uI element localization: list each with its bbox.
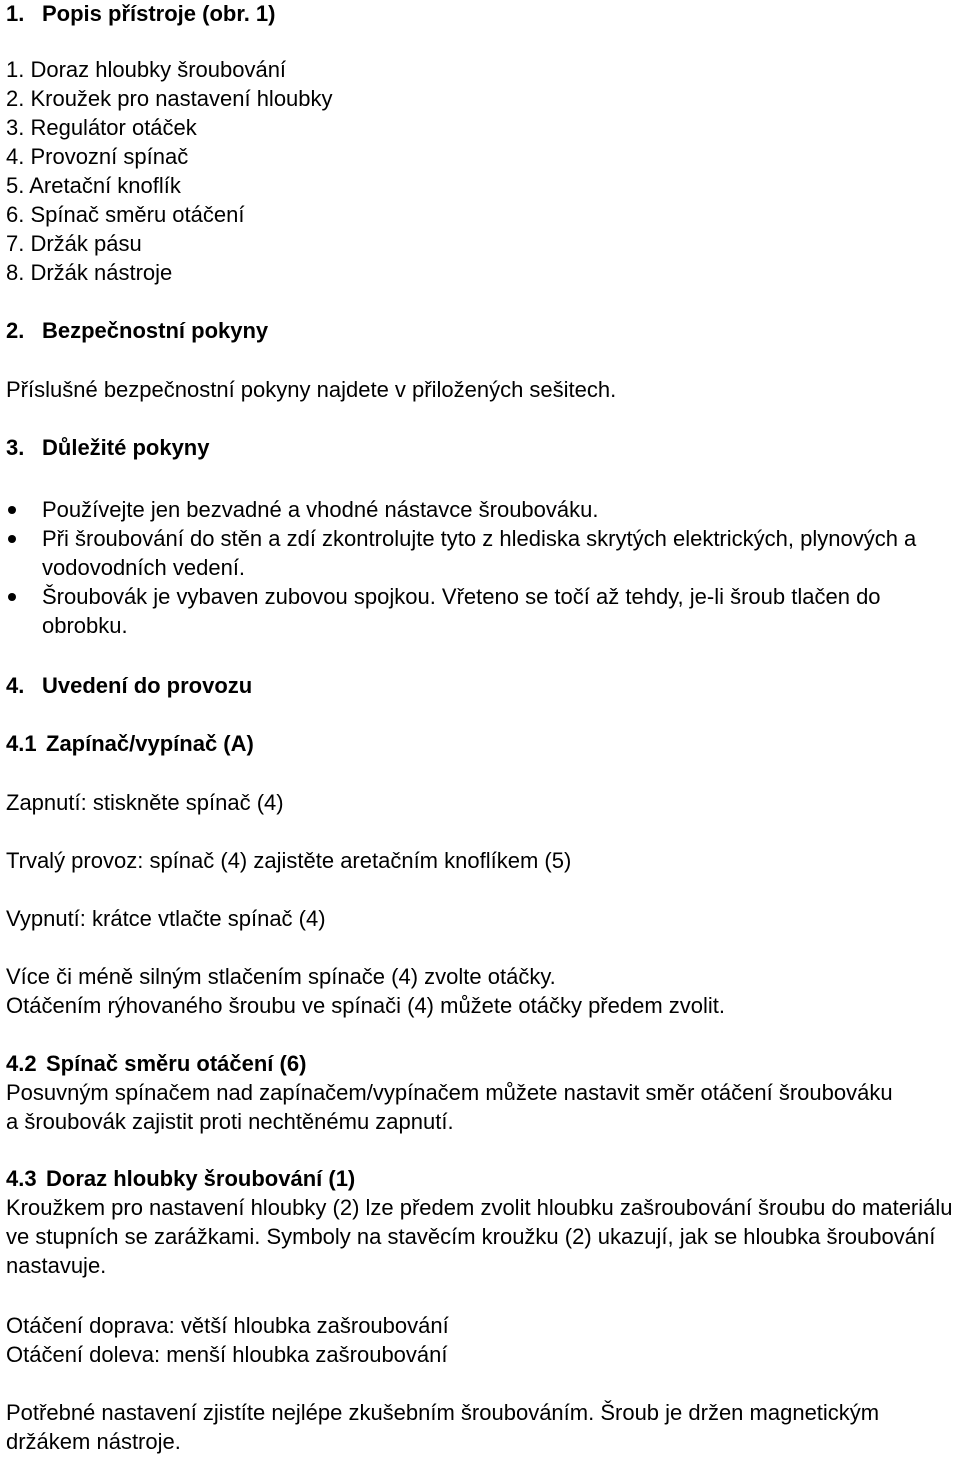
subsection-4-2-heading bbox=[6, 1049, 306, 1078]
bullet-icon bbox=[8, 593, 16, 601]
list-item: 6. Spínač směru otáčení bbox=[6, 202, 245, 227]
section-3-heading bbox=[6, 433, 209, 462]
section-4-number: 4. bbox=[6, 673, 25, 698]
section-3-title: Důležité pokyny bbox=[42, 435, 210, 460]
section-4-heading bbox=[6, 671, 252, 700]
subsection-4-1-title: Zapínač/vypínač (A) bbox=[46, 731, 254, 756]
switch-off-text: Vypnutí: krátce vtlačte spínač (4) bbox=[6, 906, 326, 931]
list-item: 3. Regulátor otáček bbox=[6, 115, 197, 140]
list-item: 1. Doraz hloubky šroubování bbox=[6, 57, 287, 82]
bullet-text: Šroubovák je vybaven zubovou spojkou. Vřeteno se točí až tehdy, je-li šroub tlačen do obrobku. bbox=[42, 584, 881, 638]
section-1-title: Popis přístroje (obr. 1) bbox=[42, 1, 276, 26]
list-item: 2. Kroužek pro nastavení hloubky bbox=[6, 86, 333, 111]
section-2-text: Příslušné bezpečnostní pokyny najdete v přiložených sešitech. bbox=[6, 377, 617, 402]
bullet-icon bbox=[8, 506, 16, 514]
subsection-4-2-number: 4.2 bbox=[6, 1051, 37, 1076]
rotation-right-text: Otáčení doprava: větší hloubka zašroubování bbox=[6, 1313, 449, 1338]
section-2-title: Bezpečnostní pokyny bbox=[42, 318, 269, 343]
subsection-4-1-heading bbox=[6, 729, 254, 758]
section-4-title: Uvedení do provozu bbox=[42, 673, 253, 698]
switch-on-text: Zapnutí: stiskněte spínač (4) bbox=[6, 790, 284, 815]
subsection-4-3-text: Kroužkem pro nastavení hloubky (2) lze předem zvolit hloubku zašroubování šroubu do materiálu ve stupních se zarážkami. Symboly na stavěcím kroužku (2) ukazují, jak se hloubka šroubování nastavuje. bbox=[6, 1195, 953, 1278]
subsection-4-1-number: 4.1 bbox=[6, 731, 37, 756]
section-3-number: 3. bbox=[6, 435, 25, 460]
subsection-4-3-number: 4.3 bbox=[6, 1166, 37, 1191]
section-1-number: 1. bbox=[6, 1, 25, 26]
rotation-left-text: Otáčení doleva: menší hloubka zašroubování bbox=[6, 1342, 448, 1367]
bullet-icon bbox=[8, 535, 16, 543]
speed-select-text: Více či méně silným stlačením spínače (4) zvolte otáčky. bbox=[6, 964, 556, 989]
continuous-operation-text: Trvalý provoz: spínač (4) zajistěte aretačním knoflíkem (5) bbox=[6, 848, 572, 873]
section-2-number: 2. bbox=[6, 318, 25, 343]
bullet-text: Používejte jen bezvadné a vhodné nástavce šroubováku. bbox=[42, 497, 599, 522]
subsection-4-3-title: Doraz hloubky šroubování (1) bbox=[46, 1166, 356, 1191]
section-2-heading bbox=[6, 316, 268, 345]
list-item: 4. Provozní spínač bbox=[6, 144, 189, 169]
list-item: 5. Aretační knoflík bbox=[6, 173, 181, 198]
speed-preselect-text: Otáčením rýhovaného šroubu ve spínači (4) můžete otáčky předem zvolit. bbox=[6, 993, 726, 1018]
section-1-heading bbox=[6, 0, 275, 28]
list-item: 7. Držák pásu bbox=[6, 231, 142, 256]
subsection-4-3-final-text: Potřebné nastavení zjistíte nejlépe zkušebním šroubováním. Šroub je držen magnetickým držákem nástroje. bbox=[6, 1400, 880, 1454]
list-item: 8. Držák nástroje bbox=[6, 260, 173, 285]
subsection-4-2-title: Spínač směru otáčení (6) bbox=[46, 1051, 307, 1076]
subsection-4-2-text: Posuvným spínačem nad zapínačem/vypínačem můžete nastavit směr otáčení šroubováku a šroubovák zajistit proti nechtěnému zapnutí. bbox=[6, 1080, 893, 1134]
subsection-4-3-heading bbox=[6, 1164, 355, 1193]
bullet-text: Při šroubování do stěn a zdí zkontrolujte tyto z hlediska skrytých elektrických, plynových a vodovodních vedení. bbox=[42, 526, 917, 580]
